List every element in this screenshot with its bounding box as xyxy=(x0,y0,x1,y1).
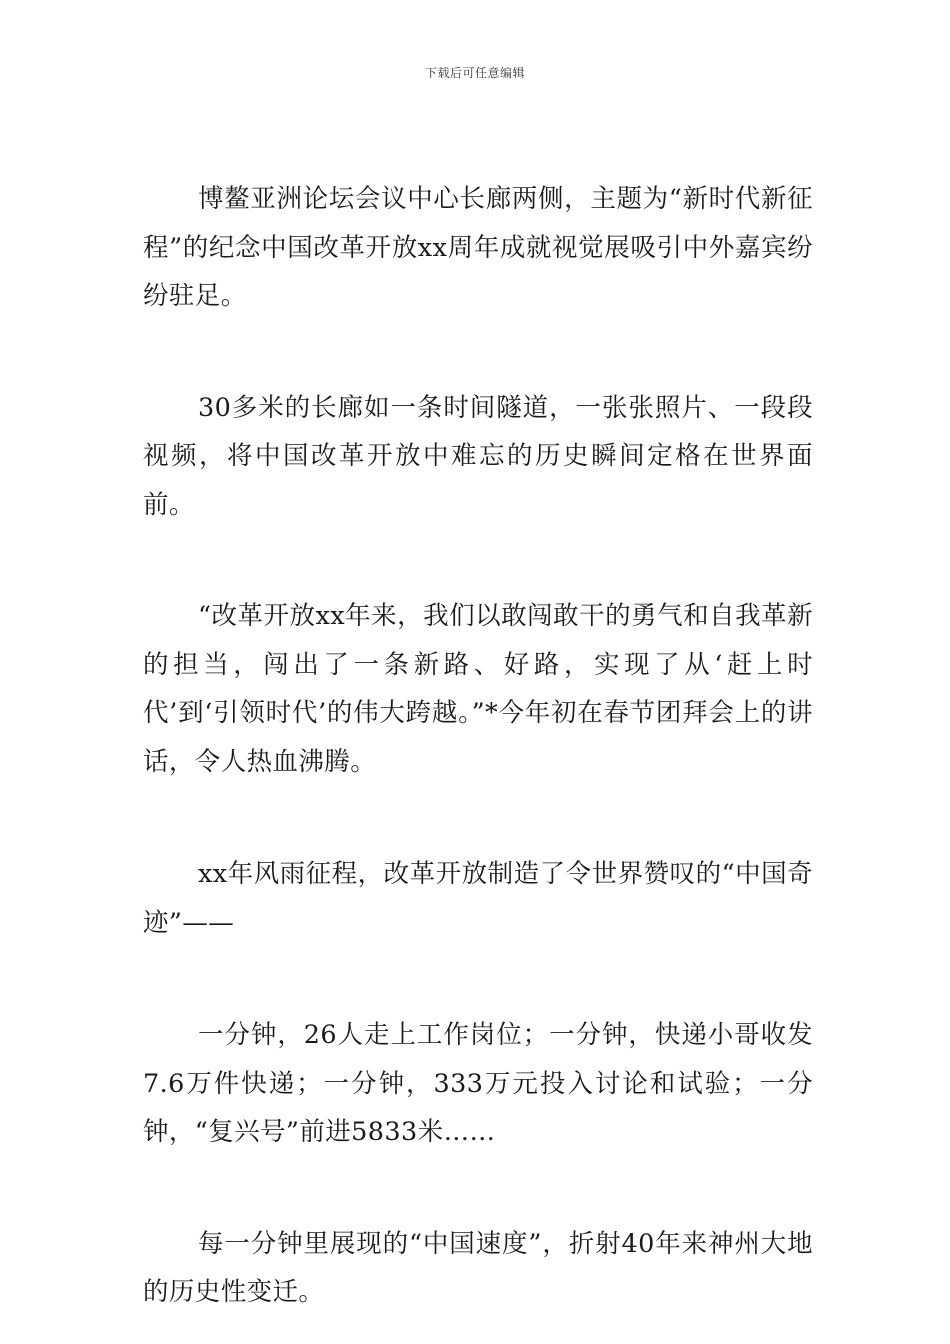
document-body xyxy=(143,175,813,1317)
paragraph-1: 博鳌亚洲论坛会议中心长廊两侧，主题为“新时代新征程”的纪念中国改革开放xx周年成就视觉展吸引中外嘉宾纷纷驻足。 xyxy=(143,184,813,311)
paragraph-3: “改革开放xx年来，我们以敢闯敢干的勇气和自我革新的担当，闯出了一条新路、好路，实现了从‘赶上时代’到‘引领时代’的伟大跨越。”*今年初在春节团拜会上的讲话，令人热血沸腾。 xyxy=(143,601,813,777)
header-note: 下载后可任意编辑 xyxy=(424,66,525,80)
paragraph-4: xx年风雨征程，改革开放制造了令世界赞叹的“中国奇迹”—— xyxy=(143,859,813,938)
paragraph-5: 一分钟，26人走上工作岗位；一分钟，快递小哥收发7.6万件快递；一分钟，333万元投入讨论和试验；一分钟，“复兴号”前进5833米…… xyxy=(143,1020,813,1147)
paragraph-2: 30多米的长廊如一条时间隧道，一张张照片、一段段视频，将中国改革开放中难忘的历史瞬间定格在世界面前。 xyxy=(143,392,813,520)
paragraph-6: 每一分钟里展现的“中国速度”，折射40年来神州大地的历史性变迁。 xyxy=(143,1228,813,1307)
